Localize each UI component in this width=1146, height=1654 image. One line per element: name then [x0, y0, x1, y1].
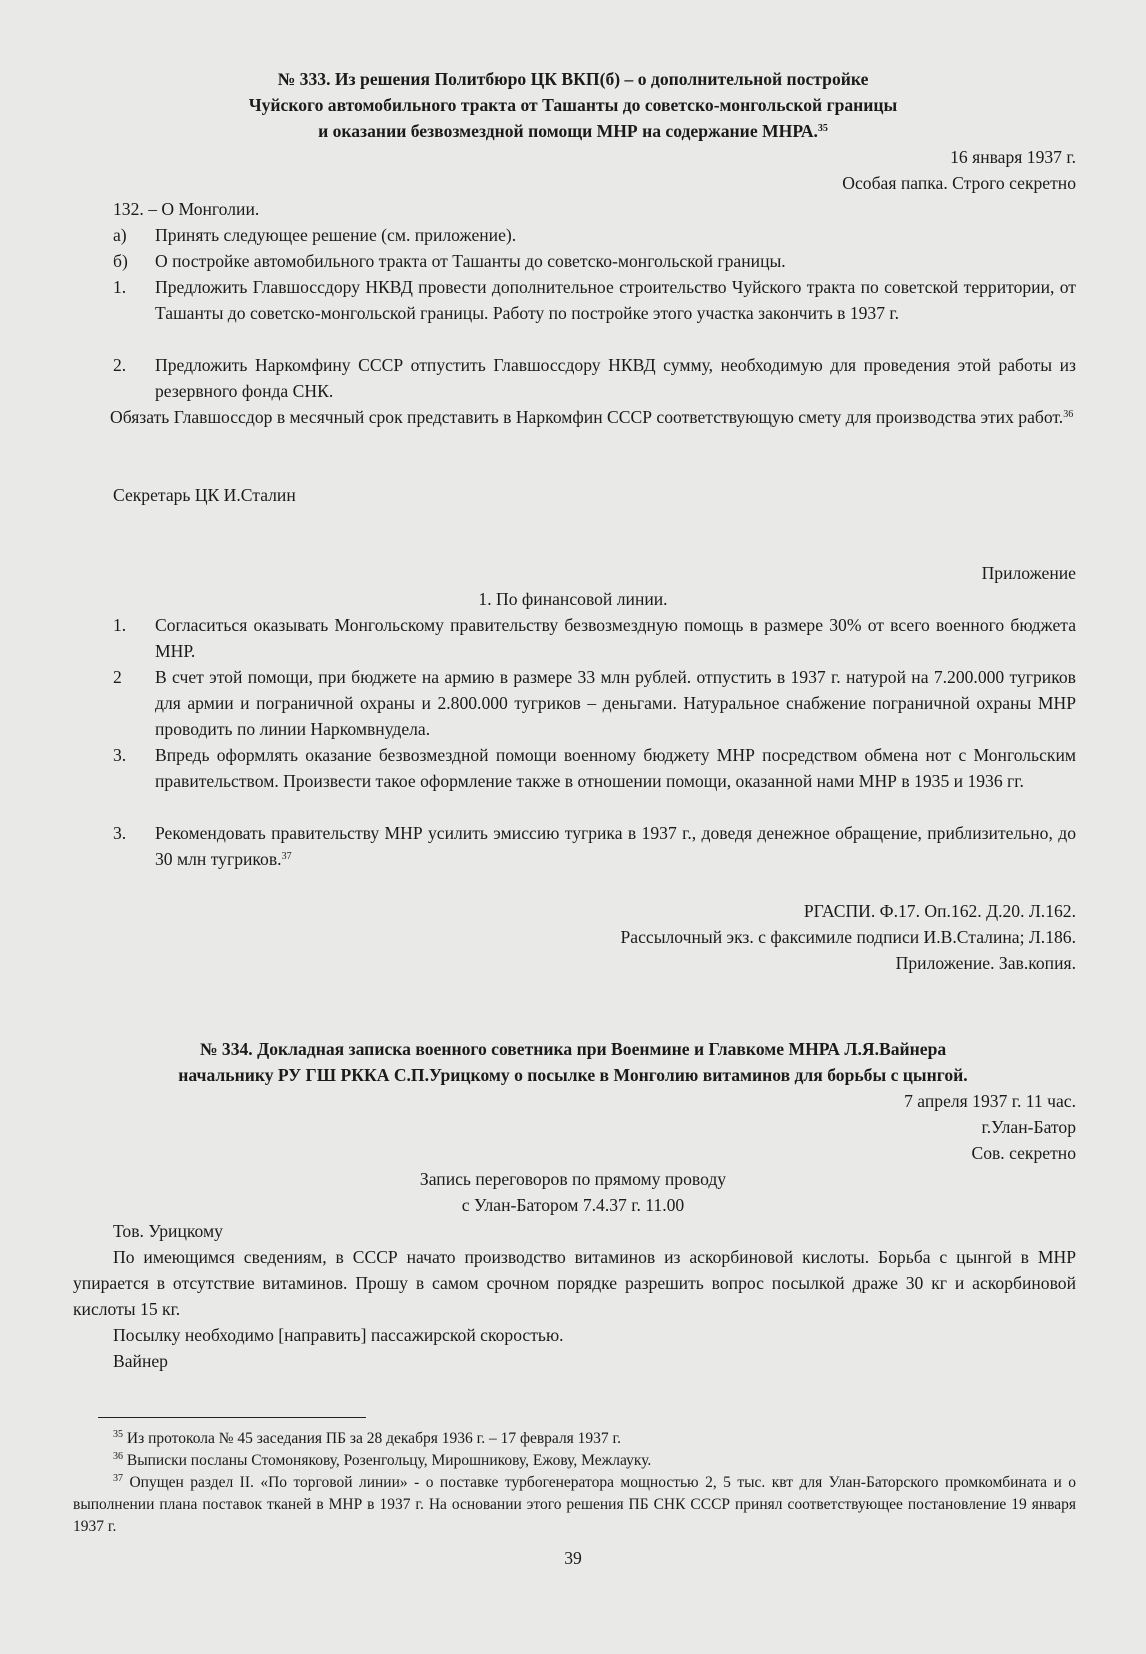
doc333-obligation-paragraph	[70, 404, 1076, 430]
doc333-signature: Секретарь ЦК И.Сталин	[113, 485, 296, 505]
doc334-title	[60, 1036, 1086, 1088]
doc333-item-132: 132. – О Монголии.	[113, 199, 260, 219]
doc333-title-line1: № 333. Из решения Политбюро ЦК ВКП(б) – о дополнительной постройке	[277, 69, 869, 89]
appendix-point-4	[113, 820, 1076, 872]
doc333-title-line3-text: и оказании безвозмездной помощи МНР на содержание МНРА.	[318, 121, 818, 141]
appendix-label: Приложение	[981, 563, 1076, 583]
appendix-point-1	[113, 612, 1076, 664]
doc334-body: По имеющимся сведениям, в СССР начато производство витаминов из аскорбиновой кислоты. Борьба с цынгой в МНР упирается в отсутствие витаминов. Прошу в самом срочном порядке разрешить вопрос посылкой драже 30 кг и аскорбиновой кислоты 15 кг.	[73, 1247, 1076, 1319]
doc333-point-2	[113, 352, 1076, 404]
footnote-ref-36: 36	[1063, 409, 1074, 420]
page-number: 39	[564, 1548, 582, 1568]
financial-line-heading: 1. По финансовой линии.	[478, 589, 668, 609]
doc334-signature: Вайнер	[113, 1351, 168, 1371]
addressee: Тов. Урицкому	[113, 1221, 223, 1241]
obligation-text: Обязать Главшоссдор в месячный срок представить в Наркомфин СССР соответствующую смету для производства этих работ.	[110, 407, 1064, 427]
archive-source-line2: Рассылочный экз. с факсимиле подписи И.В.Сталина; Л.186.	[620, 927, 1076, 947]
appendix-point-2-marker: 2	[113, 667, 122, 687]
appendix-point-4-body: Рекомендовать правительству МНР усилить эмиссию тугрика в 1937 г., доведя денежное обращение, приблизительно, до 30 млн тугриков.	[155, 823, 1076, 869]
point-1-marker: 1.	[113, 277, 127, 297]
appendix-point-3	[113, 742, 1076, 794]
doc334-date: 7 апреля 1937 г. 11 час.	[904, 1091, 1076, 1111]
record-heading-line2: с Улан-Батором 7.4.37 г. 11.00	[461, 1195, 685, 1215]
point-2-marker: 2.	[113, 355, 127, 375]
doc334-place: г.Улан-Батор	[981, 1117, 1076, 1137]
footnote-35-text: Из протокола № 45 заседания ПБ за 28 декабря 1936 г. – 17 февраля 1937 г.	[126, 1430, 622, 1447]
point-a-text: Принять следующее решение (см. приложение).	[155, 225, 517, 245]
appendix-point-3-text: Впредь оформлять оказание безвозмездной помощи военному бюджету МНР посредством обмена нот с Монгольским правительством. Произвести такое оформление также в отношении помощи, оказанной нами МНР в 1935 и 1936 гг.	[155, 745, 1076, 791]
doc333-date: 16 января 1937 г.	[950, 147, 1076, 167]
doc333-point-b	[113, 248, 1076, 274]
footnote-36-text: Выписки посланы Стомонякову, Розенгольцу, Мирошникову, Ежову, Межлауку.	[126, 1452, 652, 1469]
footnote-37	[73, 1472, 1076, 1538]
point-b-marker: б)	[113, 251, 128, 271]
doc334-secrecy-stamp: Сов. секретно	[971, 1143, 1076, 1163]
footnote-36	[113, 1450, 1076, 1472]
doc333-title	[70, 66, 1076, 144]
footnote-ref-35: 35	[817, 123, 828, 134]
doc334-title-line2: начальнику РУ ГШ РККА С.П.Урицкому о посылке в Монголию витаминов для борьбы с цынгой.	[178, 1065, 968, 1085]
point-2-text: Предложить Наркомфину СССР отпустить Главшоссдору НКВД сумму, необходимую для проведения этой работы из резервного фонда СНК.	[155, 355, 1076, 401]
footnote-35-number: 35	[113, 1429, 123, 1440]
doc333-title-line2: Чуйского автомобильного тракта от Ташанты до советско-монгольской границы	[248, 95, 898, 115]
appendix-point-3-marker: 3.	[113, 745, 127, 765]
appendix-point-2-text: В счет этой помощи, при бюджете на армию в размере 33 млн рублей. отпустить в 1937 г. натурой на 7.200.000 тугриков для армии и пограничной охраны и 2.800.000 тугриков – деньгами. Натуральное снабжение пограничной охраны МНР проводить по линии Наркомвнудела.	[155, 667, 1076, 739]
archive-source-line3: Приложение. Зав.копия.	[895, 953, 1076, 973]
footnote-ref-37: 37	[281, 851, 292, 862]
doc334-title-line1: № 334. Докладная записка военного советника при Военмине и Главкоме МНРА Л.Я.Вайнера	[199, 1039, 947, 1059]
footnote-37-text: Опущен раздел II. «По торговой линии» - о поставке турбогенератора мощностью 2, 5 тыс. квт для Улан-Баторского промкомбината и о выполнении плана поставок тканей в МНР в 1937 г. На основании этого решения ПБ СНК СССР принял соответствующее постановление 19 января 1937 г.	[73, 1474, 1076, 1535]
footnote-separator	[98, 1417, 366, 1418]
archive-source-line1: РГАСПИ. Ф.17. Оп.162. Д.20. Л.162.	[803, 901, 1076, 921]
appendix-point-1-marker: 1.	[113, 615, 127, 635]
doc333-point-1	[113, 274, 1076, 326]
doc333-title-line3	[70, 118, 1076, 144]
appendix-point-1-text: Согласиться оказывать Монгольскому правительству безвозмездную помощь в размере 30% от всего военного бюджета МНР.	[155, 615, 1076, 661]
point-a-marker: а)	[113, 225, 127, 245]
shipping-instruction: Посылку необходимо [направить] пассажирской скоростью.	[113, 1325, 564, 1345]
footnote-37-number: 37	[113, 1473, 123, 1484]
doc333-secrecy-stamp: Особая папка. Строго секретно	[842, 173, 1076, 193]
doc333-point-a	[113, 222, 1076, 248]
footnote-35	[113, 1428, 1076, 1450]
record-heading-line1: Запись переговоров по прямому проводу	[419, 1169, 727, 1189]
point-b-text: О постройке автомобильного тракта от Ташанты до советско-монгольской границы.	[155, 251, 786, 271]
footnote-36-number: 36	[113, 1451, 123, 1462]
appendix-point-2	[113, 664, 1076, 742]
appendix-point-4-marker: 3.	[113, 823, 127, 843]
appendix-point-4-text	[155, 820, 1076, 872]
point-1-text: Предложить Главшоссдору НКВД провести дополнительное строительство Чуйского тракта по советской территории, от Ташанты до советско-монгольской границы. Работу по постройке этого участка закончить в 1937 г.	[155, 277, 1076, 323]
